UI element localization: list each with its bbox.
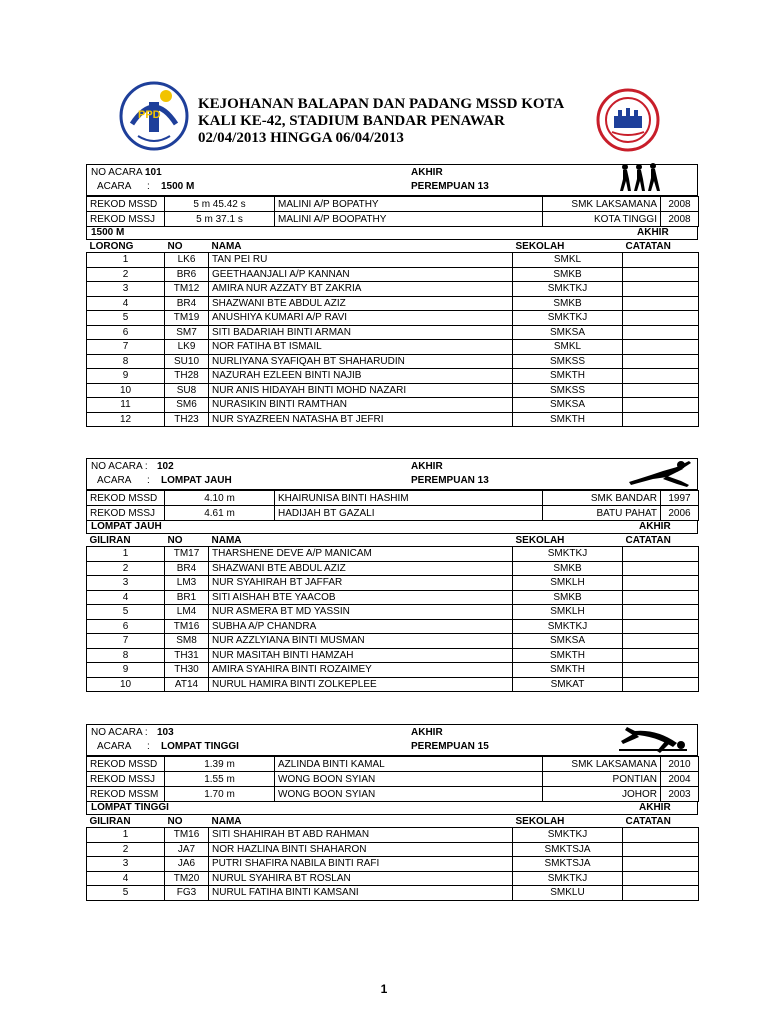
event-title bbox=[198, 96, 564, 147]
no-acara-label: NO ACARA : bbox=[91, 727, 148, 738]
col-no: NO bbox=[167, 815, 183, 827]
athlete-name: SHAZWANI BTE ABDUL AZIZ bbox=[209, 296, 513, 311]
document-header bbox=[0, 80, 768, 160]
record-year: 2008 bbox=[661, 197, 699, 212]
event-info-103 bbox=[86, 724, 698, 756]
table-row bbox=[87, 282, 699, 297]
catatan-cell bbox=[623, 354, 699, 369]
athlete-name: NAZURAH EZLEEN BINTI NAJIB bbox=[209, 369, 513, 384]
results-table-102 bbox=[86, 534, 699, 692]
acara-label: ACARA bbox=[97, 181, 132, 192]
record-label: REKOD MSSM bbox=[87, 787, 165, 802]
col-nama: NAMA bbox=[211, 534, 242, 546]
runners-icon bbox=[617, 163, 665, 193]
record-school: BATU PAHAT bbox=[543, 506, 661, 521]
entry-number: 7 bbox=[87, 634, 165, 649]
record-mark: 4.10 m bbox=[165, 491, 275, 506]
record-school: JOHOR bbox=[543, 787, 661, 802]
record-row bbox=[87, 212, 699, 227]
table-row bbox=[87, 354, 699, 369]
record-mark: 1.55 m bbox=[165, 772, 275, 787]
bib-number: TM17 bbox=[165, 547, 209, 562]
col-lorong: LORONG bbox=[89, 240, 134, 252]
entry-number: 5 bbox=[87, 886, 165, 901]
sub-title: 1500 M bbox=[91, 227, 125, 238]
school-code: SMKSA bbox=[513, 634, 623, 649]
entry-number: 2 bbox=[87, 561, 165, 576]
entry-number: 10 bbox=[87, 677, 165, 692]
record-mark: 1.70 m bbox=[165, 787, 275, 802]
entry-number: 2 bbox=[87, 842, 165, 857]
catatan-cell bbox=[623, 828, 699, 843]
entry-number: 1 bbox=[87, 828, 165, 843]
athlete-name: AMIRA SYAHIRA BINTI ROZAIMEY bbox=[209, 663, 513, 678]
athlete-name: GEETHAANJALI A/P KANNAN bbox=[209, 267, 513, 282]
school-code: SMKB bbox=[513, 590, 623, 605]
athlete-name: NUR MASITAH BINTI HAMZAH bbox=[209, 648, 513, 663]
bib-number: LK6 bbox=[165, 253, 209, 268]
no-acara-label: NO ACARA : bbox=[91, 461, 148, 472]
table-row bbox=[87, 663, 699, 678]
athlete-name: NURASIKIN BINTI RAMTHAN bbox=[209, 398, 513, 413]
athlete-name: NURUL SYAHIRA BT ROSLAN bbox=[209, 871, 513, 886]
kategori-value: PEREMPUAN 13 bbox=[411, 475, 489, 486]
school-code: SMKSA bbox=[513, 325, 623, 340]
catatan-cell bbox=[623, 340, 699, 355]
catatan-cell bbox=[623, 842, 699, 857]
catatan-cell bbox=[623, 677, 699, 692]
records-table-101 bbox=[86, 196, 699, 227]
table-row bbox=[87, 886, 699, 901]
school-code: SMKTH bbox=[513, 412, 623, 427]
record-row bbox=[87, 491, 699, 506]
record-year: 2003 bbox=[661, 787, 699, 802]
bib-number: JA7 bbox=[165, 842, 209, 857]
athlete-name: SITI BADARIAH BINTI ARMAN bbox=[209, 325, 513, 340]
long-jump-icon bbox=[623, 457, 695, 489]
catatan-cell bbox=[623, 576, 699, 591]
school-code: SMKSS bbox=[513, 383, 623, 398]
table-row bbox=[87, 253, 699, 268]
entry-number: 9 bbox=[87, 369, 165, 384]
athlete-name: NUR SYAZREEN NATASHA BT JEFRI bbox=[209, 412, 513, 427]
entry-number: 7 bbox=[87, 340, 165, 355]
school-code: SMKTKJ bbox=[513, 828, 623, 843]
catatan-cell bbox=[623, 383, 699, 398]
table-row bbox=[87, 590, 699, 605]
title-line-3: 02/04/2013 HINGGA 06/04/2013 bbox=[198, 130, 404, 146]
bib-number: TM19 bbox=[165, 311, 209, 326]
bib-number: FG3 bbox=[165, 886, 209, 901]
table-row bbox=[87, 325, 699, 340]
athlete-name: SITI AISHAH BTE YAACOB bbox=[209, 590, 513, 605]
table-row bbox=[87, 828, 699, 843]
table-row bbox=[87, 547, 699, 562]
svg-text:PPD: PPD bbox=[138, 109, 161, 121]
record-school: SMK LAKSAMANA bbox=[543, 757, 661, 772]
record-label: REKOD MSSJ bbox=[87, 506, 165, 521]
entry-number: 3 bbox=[87, 576, 165, 591]
catatan-cell bbox=[623, 648, 699, 663]
bib-number: LK9 bbox=[165, 340, 209, 355]
school-code: SMKTKJ bbox=[513, 871, 623, 886]
catatan-cell bbox=[623, 547, 699, 562]
bib-number: TM12 bbox=[165, 282, 209, 297]
bib-number: SM6 bbox=[165, 398, 209, 413]
title-line-2: KALI KE-42, STADIUM BANDAR PENAWAR bbox=[198, 113, 505, 129]
kategori-value: PEREMPUAN 15 bbox=[411, 741, 489, 752]
record-name: AZLINDA BINTI KAMAL bbox=[275, 757, 543, 772]
catatan-cell bbox=[623, 561, 699, 576]
acara-colon: : bbox=[147, 181, 150, 192]
table-row bbox=[87, 398, 699, 413]
catatan-cell bbox=[623, 634, 699, 649]
catatan-cell bbox=[623, 886, 699, 901]
school-code: SMKLH bbox=[513, 576, 623, 591]
school-code: SMKSA bbox=[513, 398, 623, 413]
table-row bbox=[87, 619, 699, 634]
record-mark: 1.39 m bbox=[165, 757, 275, 772]
record-label: REKOD MSSD bbox=[87, 757, 165, 772]
record-name: KHAIRUNISA BINTI HASHIM bbox=[275, 491, 543, 506]
col-sekolah: SEKOLAH bbox=[515, 534, 565, 546]
entry-number: 11 bbox=[87, 398, 165, 413]
catatan-cell bbox=[623, 663, 699, 678]
athlete-name: NUR ANIS HIDAYAH BINTI MOHD NAZARI bbox=[209, 383, 513, 398]
event-info-102 bbox=[86, 458, 698, 490]
event-block-102 bbox=[86, 458, 698, 692]
table-row bbox=[87, 561, 699, 576]
record-name: HADIJAH BT GAZALI bbox=[275, 506, 543, 521]
school-sports-logo bbox=[596, 88, 660, 152]
record-row bbox=[87, 757, 699, 772]
entry-number: 1 bbox=[87, 253, 165, 268]
record-school: SMK BANDAR bbox=[543, 491, 661, 506]
col-no: NO bbox=[167, 534, 183, 546]
school-code: SMKLH bbox=[513, 605, 623, 620]
bib-number: LM4 bbox=[165, 605, 209, 620]
school-code: SMKAT bbox=[513, 677, 623, 692]
table-row bbox=[87, 576, 699, 591]
bib-number: BR4 bbox=[165, 296, 209, 311]
catatan-cell bbox=[623, 253, 699, 268]
bib-number: AT14 bbox=[165, 677, 209, 692]
kategori-value: PEREMPUAN 13 bbox=[411, 181, 489, 192]
catatan-cell bbox=[623, 369, 699, 384]
bib-number: SU10 bbox=[165, 354, 209, 369]
table-row bbox=[87, 412, 699, 427]
no-acara-value: 103 bbox=[157, 727, 174, 738]
sub-title: LOMPAT TINGGI bbox=[91, 802, 169, 813]
catatan-cell bbox=[623, 296, 699, 311]
subheading-103 bbox=[86, 802, 698, 815]
sub-akhir: AKHIR bbox=[639, 802, 671, 813]
school-code: SMKTSJA bbox=[513, 842, 623, 857]
acara-value: 1500 M bbox=[161, 181, 195, 192]
col-catatan: CATATAN bbox=[625, 240, 671, 252]
bib-number: SM8 bbox=[165, 634, 209, 649]
entry-number: 3 bbox=[87, 857, 165, 872]
col-sekolah: SEKOLAH bbox=[515, 240, 565, 252]
school-code: SMKL bbox=[513, 253, 623, 268]
entry-number: 5 bbox=[87, 311, 165, 326]
bib-number: TH23 bbox=[165, 412, 209, 427]
acara-label: ACARA bbox=[97, 475, 132, 486]
acara-label: ACARA bbox=[97, 741, 132, 752]
athlete-name: NURUL FATIHA BINTI KAMSANI bbox=[209, 886, 513, 901]
table-row bbox=[87, 340, 699, 355]
record-row bbox=[87, 772, 699, 787]
high-jump-icon bbox=[617, 725, 689, 755]
school-code: SMKB bbox=[513, 296, 623, 311]
event-block-103 bbox=[86, 724, 698, 901]
catatan-cell bbox=[623, 267, 699, 282]
record-label: REKOD MSSJ bbox=[87, 212, 165, 227]
table-row bbox=[87, 634, 699, 649]
no-acara-value: 101 bbox=[145, 167, 162, 178]
record-name: WONG BOON SYIAN bbox=[275, 787, 543, 802]
col-sekolah: SEKOLAH bbox=[515, 815, 565, 827]
athlete-name: PUTRI SHAFIRA NABILA BINTI RAFI bbox=[209, 857, 513, 872]
athlete-name: AMIRA NUR AZZATY BT ZAKRIA bbox=[209, 282, 513, 297]
akhir-label: AKHIR bbox=[411, 727, 443, 738]
title-line-1: KEJOHANAN BALAPAN DAN PADANG MSSD KOTA bbox=[198, 96, 565, 112]
entry-number: 8 bbox=[87, 648, 165, 663]
records-table-102 bbox=[86, 490, 699, 521]
acara-value: LOMPAT JAUH bbox=[161, 475, 232, 486]
akhir-label: AKHIR bbox=[411, 167, 443, 178]
table-row bbox=[87, 842, 699, 857]
record-year: 2006 bbox=[661, 506, 699, 521]
col-giliran: GILIRAN bbox=[89, 534, 131, 546]
athlete-name: NUR SYAHIRAH BT JAFFAR bbox=[209, 576, 513, 591]
col-no: NO bbox=[167, 240, 183, 252]
entry-number: 4 bbox=[87, 871, 165, 886]
akhir-label: AKHIR bbox=[411, 461, 443, 472]
catatan-cell bbox=[623, 605, 699, 620]
athlete-name: NOR HAZLINA BINTI SHAHARON bbox=[209, 842, 513, 857]
athlete-name: NUR AZZLYIANA BINTI MUSMAN bbox=[209, 634, 513, 649]
catatan-cell bbox=[623, 282, 699, 297]
athlete-name: TAN PEI RU bbox=[209, 253, 513, 268]
subheading-102 bbox=[86, 521, 698, 534]
bib-number: TH31 bbox=[165, 648, 209, 663]
record-year: 2008 bbox=[661, 212, 699, 227]
catatan-cell bbox=[623, 311, 699, 326]
catatan-cell bbox=[623, 412, 699, 427]
school-code: SMKSS bbox=[513, 354, 623, 369]
entry-number: 6 bbox=[87, 619, 165, 634]
bib-number: TM20 bbox=[165, 871, 209, 886]
results-table-101 bbox=[86, 240, 699, 427]
record-label: REKOD MSSD bbox=[87, 197, 165, 212]
results-header bbox=[87, 534, 699, 547]
school-code: SMKTSJA bbox=[513, 857, 623, 872]
bib-number: LM3 bbox=[165, 576, 209, 591]
sub-akhir: AKHIR bbox=[639, 521, 671, 532]
athlete-name: THARSHENE DEVE A/P MANICAM bbox=[209, 547, 513, 562]
bib-number: BR6 bbox=[165, 267, 209, 282]
entry-number: 4 bbox=[87, 590, 165, 605]
bib-number: TH30 bbox=[165, 663, 209, 678]
record-label: REKOD MSSJ bbox=[87, 772, 165, 787]
table-row bbox=[87, 648, 699, 663]
entry-number: 10 bbox=[87, 383, 165, 398]
col-giliran: GILIRAN bbox=[89, 815, 131, 827]
event-info-101 bbox=[86, 164, 698, 196]
catatan-cell bbox=[623, 857, 699, 872]
school-code: SMKTKJ bbox=[513, 282, 623, 297]
records-table-103 bbox=[86, 756, 699, 802]
entry-number: 4 bbox=[87, 296, 165, 311]
bib-number: TH28 bbox=[165, 369, 209, 384]
bib-number: SM7 bbox=[165, 325, 209, 340]
record-row bbox=[87, 506, 699, 521]
school-code: SMKLU bbox=[513, 886, 623, 901]
record-year: 1997 bbox=[661, 491, 699, 506]
athlete-name: NURUL HAMIRA BINTI ZOLKEPLEE bbox=[209, 677, 513, 692]
subheading-101 bbox=[86, 227, 698, 240]
entry-number: 2 bbox=[87, 267, 165, 282]
table-row bbox=[87, 605, 699, 620]
table-row bbox=[87, 369, 699, 384]
results-table-103 bbox=[86, 815, 699, 901]
results-header bbox=[87, 815, 699, 828]
entry-number: 3 bbox=[87, 282, 165, 297]
entry-number: 1 bbox=[87, 547, 165, 562]
no-acara-label: NO ACARA : bbox=[91, 167, 148, 178]
school-code: SMKB bbox=[513, 561, 623, 576]
acara-colon: : bbox=[147, 741, 150, 752]
table-row bbox=[87, 296, 699, 311]
athlete-name: SUBHA A/P CHANDRA bbox=[209, 619, 513, 634]
catatan-cell bbox=[623, 590, 699, 605]
col-catatan: CATATAN bbox=[625, 534, 671, 546]
entry-number: 5 bbox=[87, 605, 165, 620]
athlete-name: NOR FATIHA BT ISMAIL bbox=[209, 340, 513, 355]
col-nama: NAMA bbox=[211, 815, 242, 827]
record-row bbox=[87, 197, 699, 212]
athlete-name: ANUSHIYA KUMARI A/P RAVI bbox=[209, 311, 513, 326]
record-school: SMK LAKSAMANA bbox=[543, 197, 661, 212]
record-name: WONG BOON SYIAN bbox=[275, 772, 543, 787]
record-name: MALINI A/P BOOPATHY bbox=[275, 212, 543, 227]
entry-number: 12 bbox=[87, 412, 165, 427]
record-year: 2004 bbox=[661, 772, 699, 787]
record-name: MALINI A/P BOPATHY bbox=[275, 197, 543, 212]
catatan-cell bbox=[623, 871, 699, 886]
record-mark: 5 m 45.42 s bbox=[165, 197, 275, 212]
page-number: 1 bbox=[380, 982, 388, 996]
record-school: PONTIAN bbox=[543, 772, 661, 787]
table-row bbox=[87, 311, 699, 326]
school-code: SMKTKJ bbox=[513, 619, 623, 634]
event-block-101 bbox=[86, 164, 698, 427]
school-code: SMKB bbox=[513, 267, 623, 282]
record-school: KOTA TINGGI bbox=[543, 212, 661, 227]
table-row bbox=[87, 857, 699, 872]
entry-number: 6 bbox=[87, 325, 165, 340]
record-mark: 4.61 m bbox=[165, 506, 275, 521]
ppd-logo bbox=[118, 80, 190, 152]
sub-title: LOMPAT JAUH bbox=[91, 521, 162, 532]
bib-number: BR4 bbox=[165, 561, 209, 576]
school-code: SMKTKJ bbox=[513, 311, 623, 326]
bib-number: TM16 bbox=[165, 828, 209, 843]
no-acara-value: 102 bbox=[157, 461, 174, 472]
catatan-cell bbox=[623, 398, 699, 413]
athlete-name: SITI SHAHIRAH BT ABD RAHMAN bbox=[209, 828, 513, 843]
catatan-cell bbox=[623, 325, 699, 340]
record-label: REKOD MSSD bbox=[87, 491, 165, 506]
col-nama: NAMA bbox=[211, 240, 242, 252]
results-header bbox=[87, 240, 699, 253]
table-row bbox=[87, 267, 699, 282]
athlete-name: NURLIYANA SYAFIQAH BT SHAHARUDIN bbox=[209, 354, 513, 369]
table-row bbox=[87, 871, 699, 886]
acara-value: LOMPAT TINGGI bbox=[161, 741, 239, 752]
table-row bbox=[87, 383, 699, 398]
col-catatan: CATATAN bbox=[625, 815, 671, 827]
record-row bbox=[87, 787, 699, 802]
record-year: 2010 bbox=[661, 757, 699, 772]
sub-akhir: AKHIR bbox=[637, 227, 669, 238]
entry-number: 9 bbox=[87, 663, 165, 678]
school-code: SMKL bbox=[513, 340, 623, 355]
table-row bbox=[87, 677, 699, 692]
bib-number: JA6 bbox=[165, 857, 209, 872]
record-mark: 5 m 37.1 s bbox=[165, 212, 275, 227]
athlete-name: SHAZWANI BTE ABDUL AZIZ bbox=[209, 561, 513, 576]
school-code: SMKTH bbox=[513, 369, 623, 384]
school-code: SMKTH bbox=[513, 663, 623, 678]
bib-number: TM16 bbox=[165, 619, 209, 634]
bib-number: SU8 bbox=[165, 383, 209, 398]
entry-number: 8 bbox=[87, 354, 165, 369]
school-code: SMKTH bbox=[513, 648, 623, 663]
school-code: SMKTKJ bbox=[513, 547, 623, 562]
athlete-name: NUR ASMERA BT MD YASSIN bbox=[209, 605, 513, 620]
bib-number: BR1 bbox=[165, 590, 209, 605]
acara-colon: : bbox=[147, 475, 150, 486]
catatan-cell bbox=[623, 619, 699, 634]
